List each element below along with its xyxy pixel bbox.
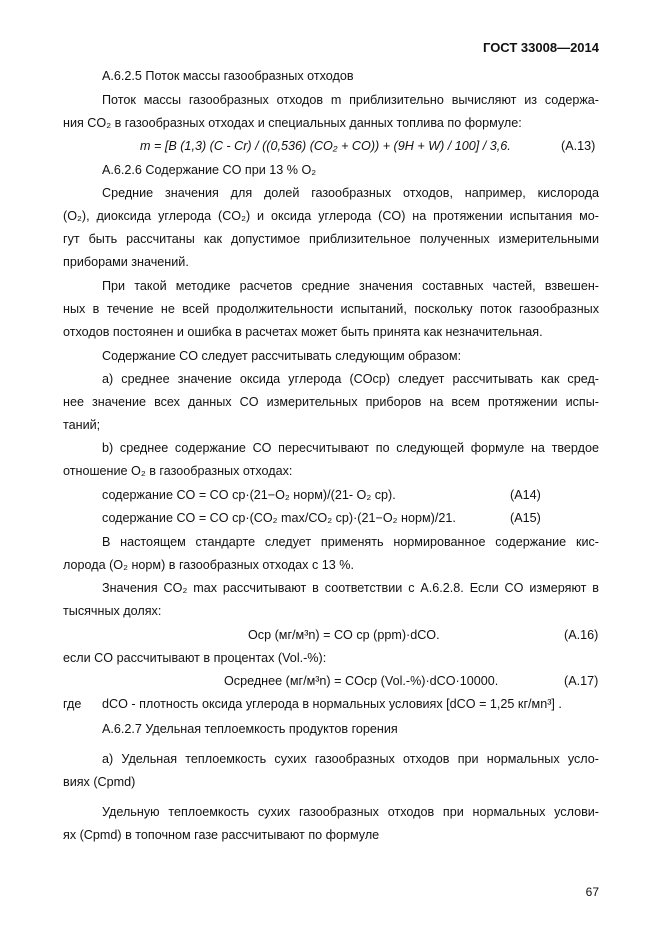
document-header: ГОСТ 33008—2014 [483,40,599,55]
paragraph-line: гут быть рассчитаны как допустимое приблизительное полученных измерительными [63,232,599,246]
paragraph-line: ях (Cpmd) в топочном газе рассчитывают по формуле [63,828,380,842]
paragraph-line: отходов постоянен и ошибка в расчетах может быть принята как незначительная. [63,325,543,339]
paragraph-line: отношение O₂ в газообразных отходах: [63,464,293,478]
paragraph-line: При такой методике расчетов средние значения составных частей, взвешен- [102,279,599,293]
list-item-b: b) среднее содержание CO пересчитывают по следующей формуле на твердое [102,441,599,455]
paragraph-line: нее значение всех данных CO измерительных приборов на всем протяжении испы- [63,395,599,409]
formula-a17: Oсреднее (мг/м³n) = COср (Vol.-%)·dCO·10000. [224,674,499,688]
formula-number: (A.13) [561,139,596,153]
formula-a15: содержание CO = CO ср·(CO₂ max/CO₂ ср)·(21−O₂ норм)/21. [102,511,456,525]
formula-number: (A.16) [564,628,599,642]
formula-a16: Oср (мг/м³n) = CO ср (ppm)·dCO. [248,628,440,642]
where-definition: dCO - плотность оксида углерода в нормальных условиях [dCO = 1,25 кг/мn³] . [102,697,562,711]
paragraph-line: В настоящем стандарте следует применять нормированное содержание кис- [102,535,599,549]
section-heading-a627: А.6.2.7 Удельная теплоемкость продуктов горения [102,722,398,736]
paragraph-line: (O₂), диоксида углерода (CO₂) и оксида углерода (CO) на протяжении испытания мо- [63,209,599,223]
paragraph-line: тысячных долях: [63,604,162,618]
paragraph-line: виях (Cpmd) [63,775,136,789]
paragraph-line: ных в течение не всей продолжительности испытаний, поскольку поток газообразных [63,302,599,316]
paragraph-line: Поток массы газообразных отходов m приблизительно вычисляют из содержа- [102,93,599,107]
list-item-a: a) среднее значение оксида углерода (COср) следует рассчитывать как сред- [102,372,599,386]
where-label: где [63,697,82,711]
paragraph-line: Содержание CO следует рассчитывать следующим образом: [102,349,462,363]
section-heading-a626: А.6.2.6 Содержание CO при 13 % O₂ [102,163,317,177]
paragraph-line: ния CO₂ в газообразных отходах и специальных данных топлива по формуле: [63,116,522,130]
paragraph-line: Удельную теплоемкость сухих газообразных отходов при нормальных услови- [102,805,599,819]
formula-a13: m = [B (1,3) (C - Cr) / ((0,536) (CO₂ + CO)) + (9H + W) / 100] / 3,6. [140,139,511,153]
section-heading-a625: А.6.2.5 Поток массы газообразных отходов [102,69,354,83]
formula-number: (A15) [510,511,541,525]
paragraph-line: если CO рассчитывают в процентах (Vol.-%): [63,651,327,665]
paragraph-line: Средние значения для долей газообразных отходов, например, кислорода [102,186,599,200]
paragraph-line: Значения CO₂ max рассчитывают в соответствии с А.6.2.8. Если CO измеряют в [102,581,599,595]
formula-number: (A.17) [564,674,599,688]
formula-a14: содержание CO = CO ср·(21−O₂ норм)/(21- O₂ ср). [102,488,396,502]
paragraph-line: приборами значений. [63,255,189,269]
formula-number: (A14) [510,488,541,502]
paragraph-line: лорода (O₂ норм) в газообразных отходах с 13 %. [63,558,354,572]
list-item-a: a) Удельная теплоемкость сухих газообразных отходов при нормальных усло- [102,752,599,766]
page-number: 67 [585,885,599,899]
paragraph-line: таний; [63,418,101,432]
